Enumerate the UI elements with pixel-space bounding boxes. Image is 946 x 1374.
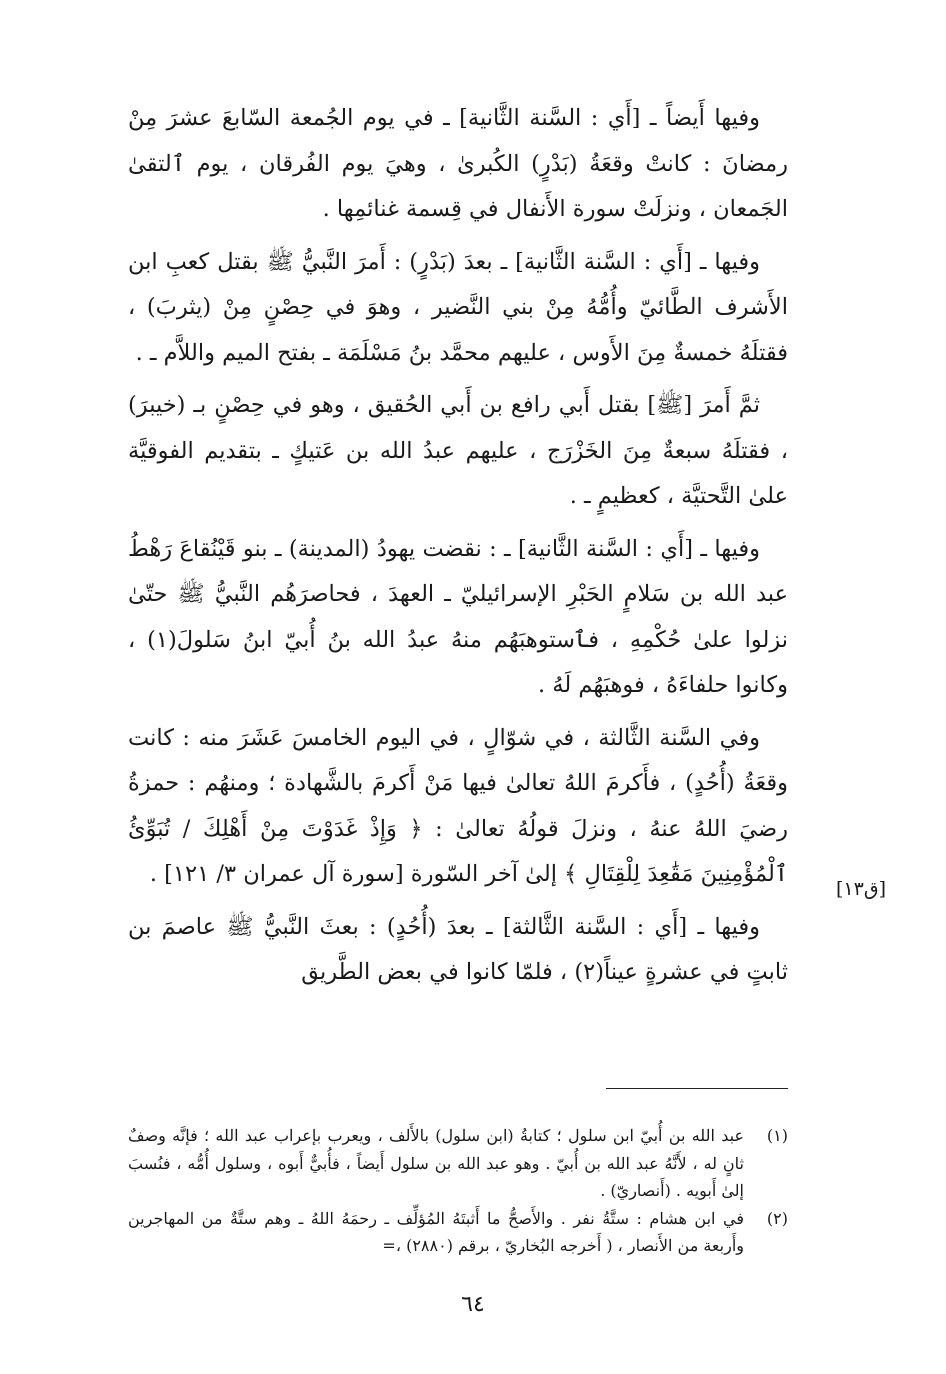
footnote-separator [606,1088,788,1089]
manuscript-folio-marker: [ق١٣] [836,878,886,900]
paragraph-uhud: وفي السَّنة الثَّالثة ، في شوّالٍ ، في اليوم الخامسَ عَشَرَ منه : كانت وقعَةُ (أُحُدٍ) ، فأَكرمَ اللهُ تعالىٰ فيها مَنْ أَكرمَ بالشَّهادة ؛ ومنهُم : حمزةُ رضيَ اللهُ عنهُ ، ونزلَ قولُهُ تعالىٰ : ﴿ وَإِذْ غَدَوْتَ مِنْ أَهْلِكَ / تُبَوِّئُ ٱلْمُؤْمِنِينَ مَقَٰعِدَ لِلْقِتَالِ ﴾ إلىٰ آخر السّورة [سورة آل عمران ٣/ ١٢١] . [128,724,788,887]
paragraph-qaynuqa: وفيها ـ [أَي : السَّنة الثَّانية] ـ : نقضت يهودُ (المدينة) ـ بنو قَيْنُقاعَ رَهْطُ عبد الله بن سَلامٍ الحَبْرِ الإسرائيليّ ـ العهدَ ، فحاصرَهُم النَّبيُّ ﷺ حتّىٰ نزلوا علىٰ حُكْمِهِ ، فٱستوهبَهُم منهُ عبدُ الله بنُ أُبيّ ابنُ سَلولَ(١) ، وكانوا حلفاءَهُ ، فوهبَهُم لَهُ . [128,535,788,698]
paragraph-asim: وفيها ـ [أَي : السَّنة الثَّالثة] ـ بعدَ (أُحُدٍ) : بعثَ النَّبيُّ ﷺ عاصمَ بن ثابتٍ في عشرةٍ عيناً(٢) ، فلمّا كانوا في بعض الطَّريق [128,913,788,985]
footnote-1 [128,1122,788,1205]
paragraph-abu-rafi: ثمَّ أَمرَ [ﷺ] بقتل أَبي رافع بن أَبي الحُقيق ، وهو في حِصْنٍ بـ (خيبرَ) ، فقتلَهُ سبعةٌ مِنَ الخَزْرَج ، عليهم عبدُ الله بن عَتيكٍ ـ بتقديم الفوقيَّة علىٰ التَّحتيَّة ، كعظيمٍ ـ . [128,392,788,509]
footnote-text: في ابن هشام : ستَّةُ نفر . والأَصحُّ ما أَثبتَهُ المُؤلِّف ـ رحمَهُ اللهُ ـ وهم ستَّةٌ من المهاجرين وأَربعة من الأَنصار ، ( أَخرجه البُخاريّ ، برقم (٢٨٨٠) ،= [128,1208,744,1255]
paragraph-badr: وفيها أَيضاً ـ [أَي : السَّنة الثَّانية] ـ في يوم الجُمعة السّابعَ عشرَ مِنْ رمضانَ : كانتْ وقعَةُ (بَدْرٍ) الكُبرىٰ ، وهيَ يوم الفُرقان ، يوم ٱلتقىٰ الجَمعان ، ونزلَتْ سورة الأَنفال في قِسمة غنائمِها . [128,105,788,222]
footnote-text: عبد الله بن أُبيّ ابن سلول ؛ كتابةُ (ابن سلول) بالأَلف ، ويعرب بإعراب عبد الله ؛ فإنَّه وصفٌ ثانٍ له ، لأَنَّهُ عبد الله بن أُبيّ . وهو عبد الله بن سلول أَيضاً ، فأُبيٌّ أَبوه ، وسلول أُمُّه ، فنُسبَ إلىٰ أَبويه . (أَنصاريّ) . [128,1126,744,1200]
paragraph-kaab: وفيها ـ [أَي : السَّنة الثَّانية] ـ بعدَ (بَدْرٍ) : أَمرَ النَّبيُّ ﷺ بقتل كعبِ ابن الأَشرف الطَّائيّ وأُمُّهُ مِنْ بني النَّضير ، وهوَ في حِصْنٍ مِنْ (يثربَ) ، فقتلَهُ خمسةٌ مِنَ الأَوس ، عليهم محمَّد بنُ مَسْلَمَة ـ بفتح الميم واللاَّم ـ . [128,248,788,366]
footnotes [128,1122,788,1260]
page-number: ٦٤ [461,1292,485,1317]
footnote-number: (٢) [766,1208,788,1228]
footnote-2 [128,1205,788,1260]
footnote-number: (١) [766,1126,788,1145]
main-text [128,96,788,1003]
